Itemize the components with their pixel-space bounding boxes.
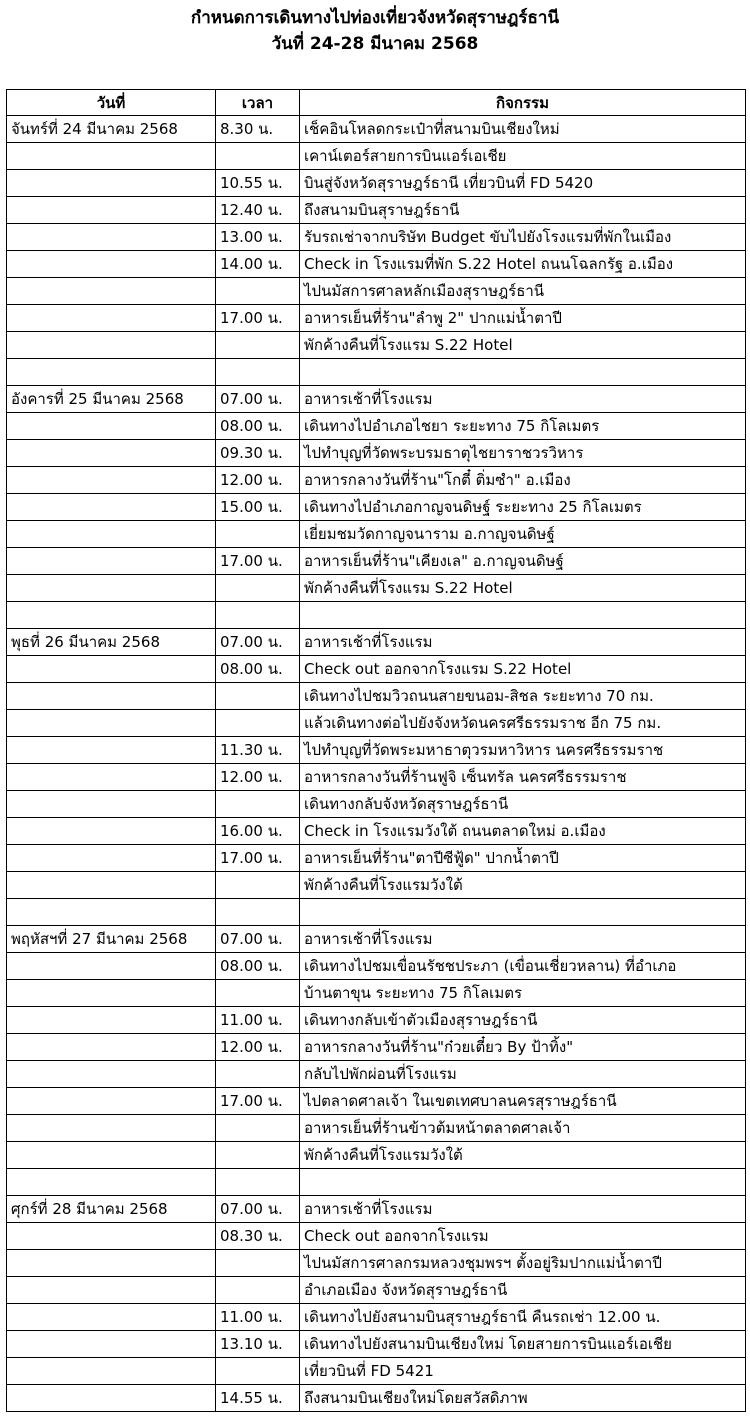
cell-time [216,1358,300,1385]
cell-activity: อาหารกลางวันที่ร้านฟูจิ เซ็นทรัล นครศรีธรรมราช [300,764,746,791]
table-row [7,926,746,953]
cell-activity: เดินทางไปยังสนามบินสุราษฎร์ธานี คืนรถเช่า 12.00 น. [300,1304,746,1331]
cell-time: 15.00 น. [216,494,300,521]
table-row [7,1115,746,1142]
cell-date [7,1034,216,1061]
cell-date: จันทร์ที่ 24 มีนาคม 2568 [7,116,216,143]
cell-time [216,980,300,1007]
cell-date [7,656,216,683]
cell-activity [300,359,746,386]
cell-time [216,1169,300,1196]
cell-date [7,332,216,359]
cell-activity: เที่ยวบินที่ FD 5421 [300,1358,746,1385]
cell-date [7,1088,216,1115]
cell-time [216,899,300,926]
cell-activity: ถึงสนามบินสุราษฎร์ธานี [300,197,746,224]
cell-date: พฤหัสฯที่ 27 มีนาคม 2568 [7,926,216,953]
cell-activity: ไปทำบุญที่วัดพระมหาธาตุวรมหาวิหาร นครศรีธรรมราช [300,737,746,764]
table-row [7,359,746,386]
cell-activity: เดินทางไปชมวิวถนนสายขนอม-สิชล ระยะทาง 70 กม. [300,683,746,710]
header-row [7,90,746,116]
schedule-table [6,89,746,1412]
cell-time: 17.00 น. [216,548,300,575]
cell-activity: บ้านตาขุน ระยะทาง 75 กิโลเมตร [300,980,746,1007]
cell-activity: ไปทำบุญที่วัดพระบรมธาตุไชยาราชวรวิหาร [300,440,746,467]
cell-date [7,710,216,737]
cell-activity: พักค้างคืนที่โรงแรม S.22 Hotel [300,575,746,602]
table-row [7,143,746,170]
table-row [7,305,746,332]
cell-date: อังคารที่ 25 มีนาคม 2568 [7,386,216,413]
cell-date [7,278,216,305]
table-row [7,521,746,548]
cell-time: 12.00 น. [216,764,300,791]
cell-time: 14.55 น. [216,1385,300,1412]
cell-activity [300,602,746,629]
table-row [7,845,746,872]
cell-date [7,1169,216,1196]
cell-date [7,1304,216,1331]
page-subtitle: วันที่ 24-28 มีนาคม 2568 [271,34,479,54]
cell-date [7,440,216,467]
cell-time: 10.55 น. [216,170,300,197]
cell-activity: เดินทางกลับจังหวัดสุราษฎร์ธานี [300,791,746,818]
table-row [7,764,746,791]
table-row [7,1034,746,1061]
cell-time: 11.30 น. [216,737,300,764]
cell-date [7,521,216,548]
cell-activity [300,1169,746,1196]
cell-activity: กลับไปพักผ่อนที่โรงแรม [300,1061,746,1088]
cell-time [216,1115,300,1142]
cell-date [7,1331,216,1358]
cell-activity: เคาน์เตอร์สายการบินแอร์เอเชีย [300,143,746,170]
table-row [7,1088,746,1115]
cell-date [7,1385,216,1412]
cell-date [7,1061,216,1088]
cell-date [7,1277,216,1304]
table-row [7,548,746,575]
table-row [7,980,746,1007]
cell-date [7,494,216,521]
table-row [7,440,746,467]
table-row [7,413,746,440]
cell-time [216,575,300,602]
cell-date [7,359,216,386]
table-row [7,1331,746,1358]
cell-activity: เดินทางไปอำเภอไชยา ระยะทาง 75 กิโลเมตร [300,413,746,440]
cell-date [7,683,216,710]
cell-time: 08.30 น. [216,1223,300,1250]
table-row [7,1196,746,1223]
cell-activity: เดินทางกลับเข้าตัวเมืองสุราษฎร์ธานี [300,1007,746,1034]
schedule-body [7,116,746,1412]
cell-date [7,467,216,494]
header-activity: กิจกรรม [300,90,746,116]
table-row [7,116,746,143]
cell-time [216,791,300,818]
cell-date [7,1250,216,1277]
cell-activity: อาหารเย็นที่ร้านข้าวต้มหน้าตลาดศาลเจ้า [300,1115,746,1142]
cell-time: 13.00 น. [216,224,300,251]
cell-time: 08.00 น. [216,953,300,980]
cell-time: 07.00 น. [216,1196,300,1223]
cell-activity: เดินทางไปยังสนามบินเชียงใหม่ โดยสายการบินแอร์เอเชีย [300,1331,746,1358]
cell-activity: เดินทางไปอำเภอกาญจนดิษฐ์ ระยะทาง 25 กิโลเมตร [300,494,746,521]
cell-time [216,278,300,305]
table-row [7,1007,746,1034]
cell-date [7,737,216,764]
cell-time [216,143,300,170]
cell-activity [300,899,746,926]
cell-time [216,521,300,548]
cell-time: 17.00 น. [216,305,300,332]
table-row [7,1169,746,1196]
table-row [7,899,746,926]
cell-activity: เช็คอินโหลดกระเป๋าที่สนามบินเชียงใหม่ [300,116,746,143]
cell-time: 17.00 น. [216,1088,300,1115]
cell-activity: อาหารกลางวันที่ร้าน"ก๋วยเตี๋ยว By ป้าทิ้ง" [300,1034,746,1061]
cell-time: 07.00 น. [216,386,300,413]
cell-date [7,872,216,899]
cell-time [216,1250,300,1277]
cell-date [7,1007,216,1034]
cell-date [7,143,216,170]
cell-time: 13.10 น. [216,1331,300,1358]
cell-time: 8.30 น. [216,116,300,143]
cell-activity: อาหารเช้าที่โรงแรม [300,1196,746,1223]
table-row [7,1358,746,1385]
cell-activity: อาหารกลางวันที่ร้าน"โกตี๋ ติ่มซำ" อ.เมือง [300,467,746,494]
cell-time: 11.00 น. [216,1007,300,1034]
cell-activity: อาหารเย็นที่ร้าน"เคียงเล" อ.กาญจนดิษฐ์ [300,548,746,575]
cell-date [7,899,216,926]
cell-time: 07.00 น. [216,629,300,656]
cell-time [216,602,300,629]
cell-time: 07.00 น. [216,926,300,953]
table-row [7,1223,746,1250]
table-row [7,602,746,629]
cell-activity: อาหารเช้าที่โรงแรม [300,926,746,953]
cell-date [7,791,216,818]
table-row [7,818,746,845]
cell-date: ศุกร์ที่ 28 มีนาคม 2568 [7,1196,216,1223]
table-row [7,467,746,494]
cell-date [7,251,216,278]
table-row [7,251,746,278]
cell-activity: Check out ออกจากโรงแรม S.22 Hotel [300,656,746,683]
page-title: กำหนดการเดินทางไปท่องเที่ยวจังหวัดสุราษฎร์ธานี [190,8,560,28]
cell-date [7,575,216,602]
cell-date [7,305,216,332]
table-row [7,710,746,737]
table-row [7,1385,746,1412]
cell-time [216,683,300,710]
table-row [7,224,746,251]
cell-activity: ถึงสนามบินเชียงใหม่โดยสวัสดิภาพ [300,1385,746,1412]
cell-date [7,1223,216,1250]
cell-activity: ไปนมัสการศาลกรมหลวงชุมพรฯ ตั้งอยู่ริมปากแม่น้ำตาปี [300,1250,746,1277]
cell-date [7,548,216,575]
table-row [7,737,746,764]
cell-date [7,602,216,629]
cell-date [7,980,216,1007]
table-row [7,386,746,413]
table-row [7,1142,746,1169]
cell-activity: ไปนมัสการศาลหลักเมืองสุราษฎร์ธานี [300,278,746,305]
header-time: เวลา [216,90,300,116]
table-row [7,197,746,224]
cell-time [216,1142,300,1169]
cell-activity: แล้วเดินทางต่อไปยังจังหวัดนครศรีธรรมราช อีก 75 กม. [300,710,746,737]
cell-time: 16.00 น. [216,818,300,845]
table-row [7,575,746,602]
table-row [7,683,746,710]
cell-time [216,332,300,359]
cell-time [216,1277,300,1304]
table-row [7,170,746,197]
cell-activity: พักค้างคืนที่โรงแรมวังใต้ [300,872,746,899]
cell-activity: บินสู่จังหวัดสุราษฎร์ธานี เที่ยวบินที่ FD 5420 [300,170,746,197]
table-row [7,872,746,899]
cell-time: 12.40 น. [216,197,300,224]
cell-time [216,1061,300,1088]
cell-activity: รับรถเช่าจากบริษัท Budget ขับไปยังโรงแรมที่พักในเมือง [300,224,746,251]
cell-activity: Check in โรงแรมวังใต้ ถนนตลาดใหม่ อ.เมือง [300,818,746,845]
cell-activity: อาหารเย็นที่ร้าน"ตาปีซีฟู้ด" ปากน้ำตาปี [300,845,746,872]
cell-activity: อาหารเช้าที่โรงแรม [300,386,746,413]
table-row [7,629,746,656]
cell-activity: อำเภอเมือง จังหวัดสุราษฎร์ธานี [300,1277,746,1304]
cell-time [216,872,300,899]
cell-time: 12.00 น. [216,1034,300,1061]
table-row [7,1277,746,1304]
cell-activity: พักค้างคืนที่โรงแรม S.22 Hotel [300,332,746,359]
cell-time: 08.00 น. [216,413,300,440]
table-row [7,656,746,683]
cell-activity: เดินทางไปชมเขื่อนรัชชประภา (เขื่อนเชี่ยวหลาน) ที่อำเภอ [300,953,746,980]
cell-date [7,845,216,872]
cell-activity: อาหารเย็นที่ร้าน"ลำพู 2" ปากแม่น้ำตาปี [300,305,746,332]
cell-date [7,1142,216,1169]
table-row [7,953,746,980]
cell-date [7,764,216,791]
table-row [7,1304,746,1331]
cell-activity: Check in โรงแรมที่พัก S.22 Hotel ถนนโฉลกรัฐ อ.เมือง [300,251,746,278]
cell-activity: อาหารเช้าที่โรงแรม [300,629,746,656]
cell-activity: ไปตลาดศาลเจ้า ในเขตเทศบาลนครสุราษฎร์ธานี [300,1088,746,1115]
cell-time [216,359,300,386]
cell-date [7,818,216,845]
cell-date [7,197,216,224]
cell-time [216,710,300,737]
cell-date: พุธที่ 26 มีนาคม 2568 [7,629,216,656]
cell-date [7,953,216,980]
cell-time: 14.00 น. [216,251,300,278]
cell-activity: พักค้างคืนที่โรงแรมวังใต้ [300,1142,746,1169]
cell-activity: เยี่ยมชมวัดกาญจนาราม อ.กาญจนดิษฐ์ [300,521,746,548]
cell-time: 11.00 น. [216,1304,300,1331]
cell-time: 09.30 น. [216,440,300,467]
table-row [7,494,746,521]
cell-time: 17.00 น. [216,845,300,872]
cell-activity: Check out ออกจากโรงแรม [300,1223,746,1250]
table-row [7,278,746,305]
table-row [7,1250,746,1277]
table-row [7,791,746,818]
cell-time: 12.00 น. [216,467,300,494]
cell-date [7,413,216,440]
cell-date [7,224,216,251]
table-row [7,1061,746,1088]
table-row [7,332,746,359]
cell-date [7,170,216,197]
cell-date [7,1115,216,1142]
cell-date [7,1358,216,1385]
header-date: วันที่ [7,90,216,116]
cell-time: 08.00 น. [216,656,300,683]
